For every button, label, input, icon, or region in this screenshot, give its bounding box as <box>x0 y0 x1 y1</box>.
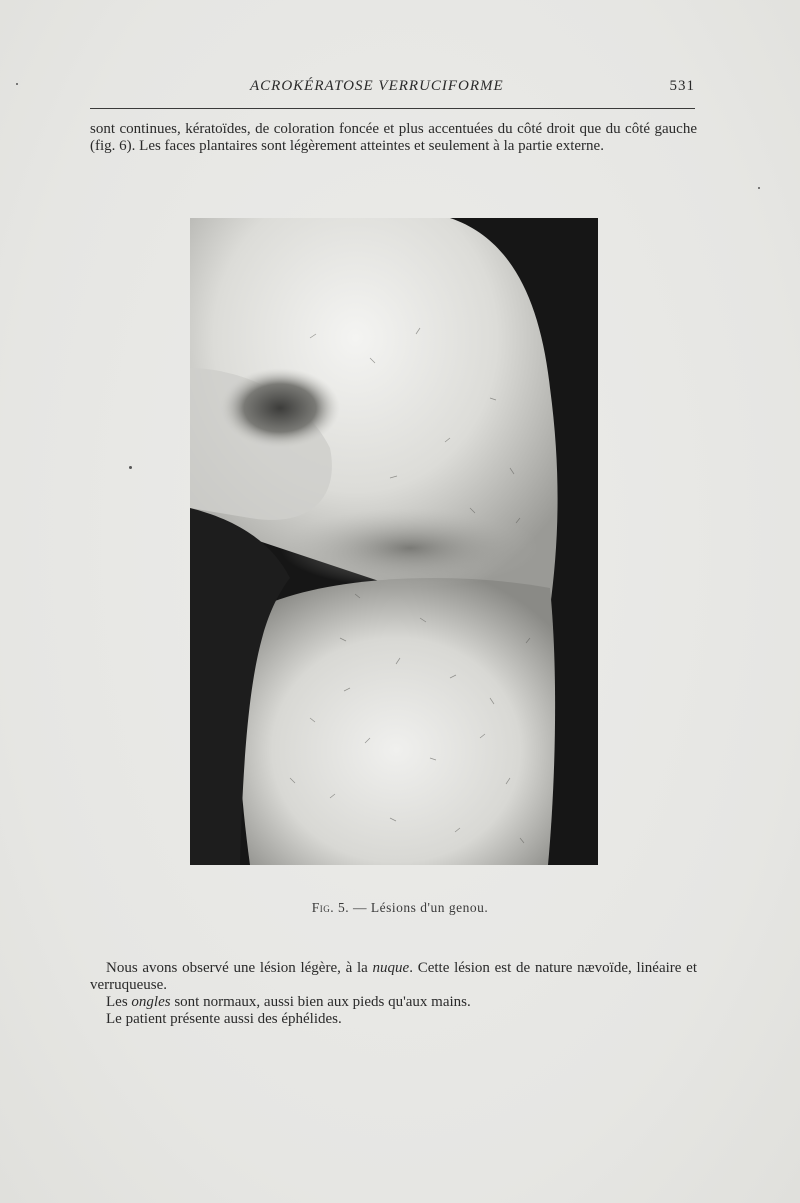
knee-photograph-image <box>190 218 598 865</box>
figure-caption <box>0 900 800 916</box>
figure-caption-text: — Lésions d'un genou. <box>353 900 489 915</box>
paragraph-ongles-text-1: Les <box>106 994 132 1010</box>
paragraph-nuque <box>90 960 697 994</box>
print-speck <box>758 187 760 189</box>
running-title: ACROKÉRATOSE VERRUCIFORME <box>250 78 504 94</box>
page-number: 531 <box>669 78 695 94</box>
print-speck <box>129 466 132 469</box>
paragraph-nuque-text-2: . Cette lésion est de nature nævoïde, linéaire et verruqueuse. <box>90 960 697 993</box>
bottom-paragraphs <box>90 960 697 1028</box>
paragraph-ongles-italic: ongles <box>131 994 171 1010</box>
figure-photograph <box>190 218 598 865</box>
top-paragraph: sont continues, kératoïdes, de coloration foncée et plus accentuées du côté droit que du côté gauche (fig. 6). Les faces plantaires sont légèrement atteintes et seulement à la partie externe. <box>90 121 697 154</box>
header-rule <box>90 108 695 109</box>
print-speck <box>16 83 18 85</box>
paragraph-ongles-text-2: sont normaux, aussi bien aux pieds qu'aux mains. <box>170 994 471 1010</box>
paragraph-ongles <box>90 994 697 1011</box>
running-head <box>90 78 695 100</box>
paragraph-ephelides: Le patient présente aussi des éphélides. <box>106 1011 342 1027</box>
paragraph-nuque-italic: nuque <box>372 960 410 976</box>
figure-caption-label: Fig. 5. <box>311 900 350 915</box>
paragraph-nuque-text-1: Nous avons observé une lésion légère, à la <box>106 960 373 976</box>
